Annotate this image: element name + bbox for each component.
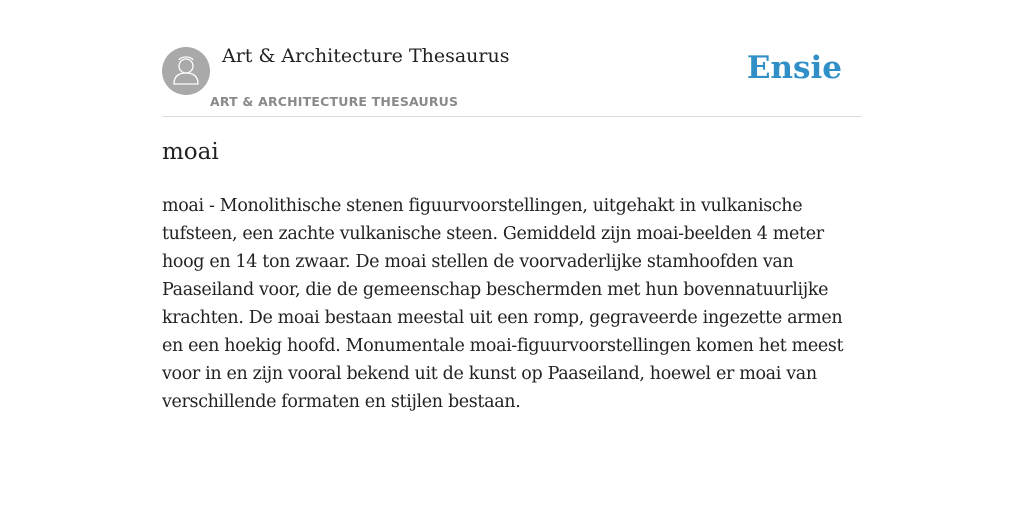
brand-logo[interactable]: Ensie	[746, 50, 842, 86]
source-subtitle[interactable]: ART & ARCHITECTURE THESAURUS	[210, 94, 459, 109]
source-title[interactable]: Art & Architecture Thesaurus	[222, 45, 510, 67]
user-avatar-icon[interactable]	[162, 47, 210, 95]
entry-definition: moai - Monolithische stenen figuurvoorstellingen, uitgehakt in vulkanische tufsteen, een zachte vulkanische steen. Gemiddeld zijn moai-beelden 4 meter hoog en 14 ton zwaar. De moai stellen de voorvaderlijke stamhoofden van Paaseiland voor, die de gemeenschap beschermden met hun bovennatuurlijke krachten. De moai bestaan meestal uit een romp, gegraveerde ingezette armen en een hoekig hoofd. Monumentale moai-figuurvoorstellingen komen het meest voor in en zijn vooral bekend uit de kunst op Paaseiland, hoewel er moai van verschillende formaten en stijlen bestaan.	[162, 196, 844, 412]
entry-term: moai	[162, 139, 219, 165]
entry-header	[162, 40, 862, 117]
person-outline-icon	[162, 47, 210, 95]
